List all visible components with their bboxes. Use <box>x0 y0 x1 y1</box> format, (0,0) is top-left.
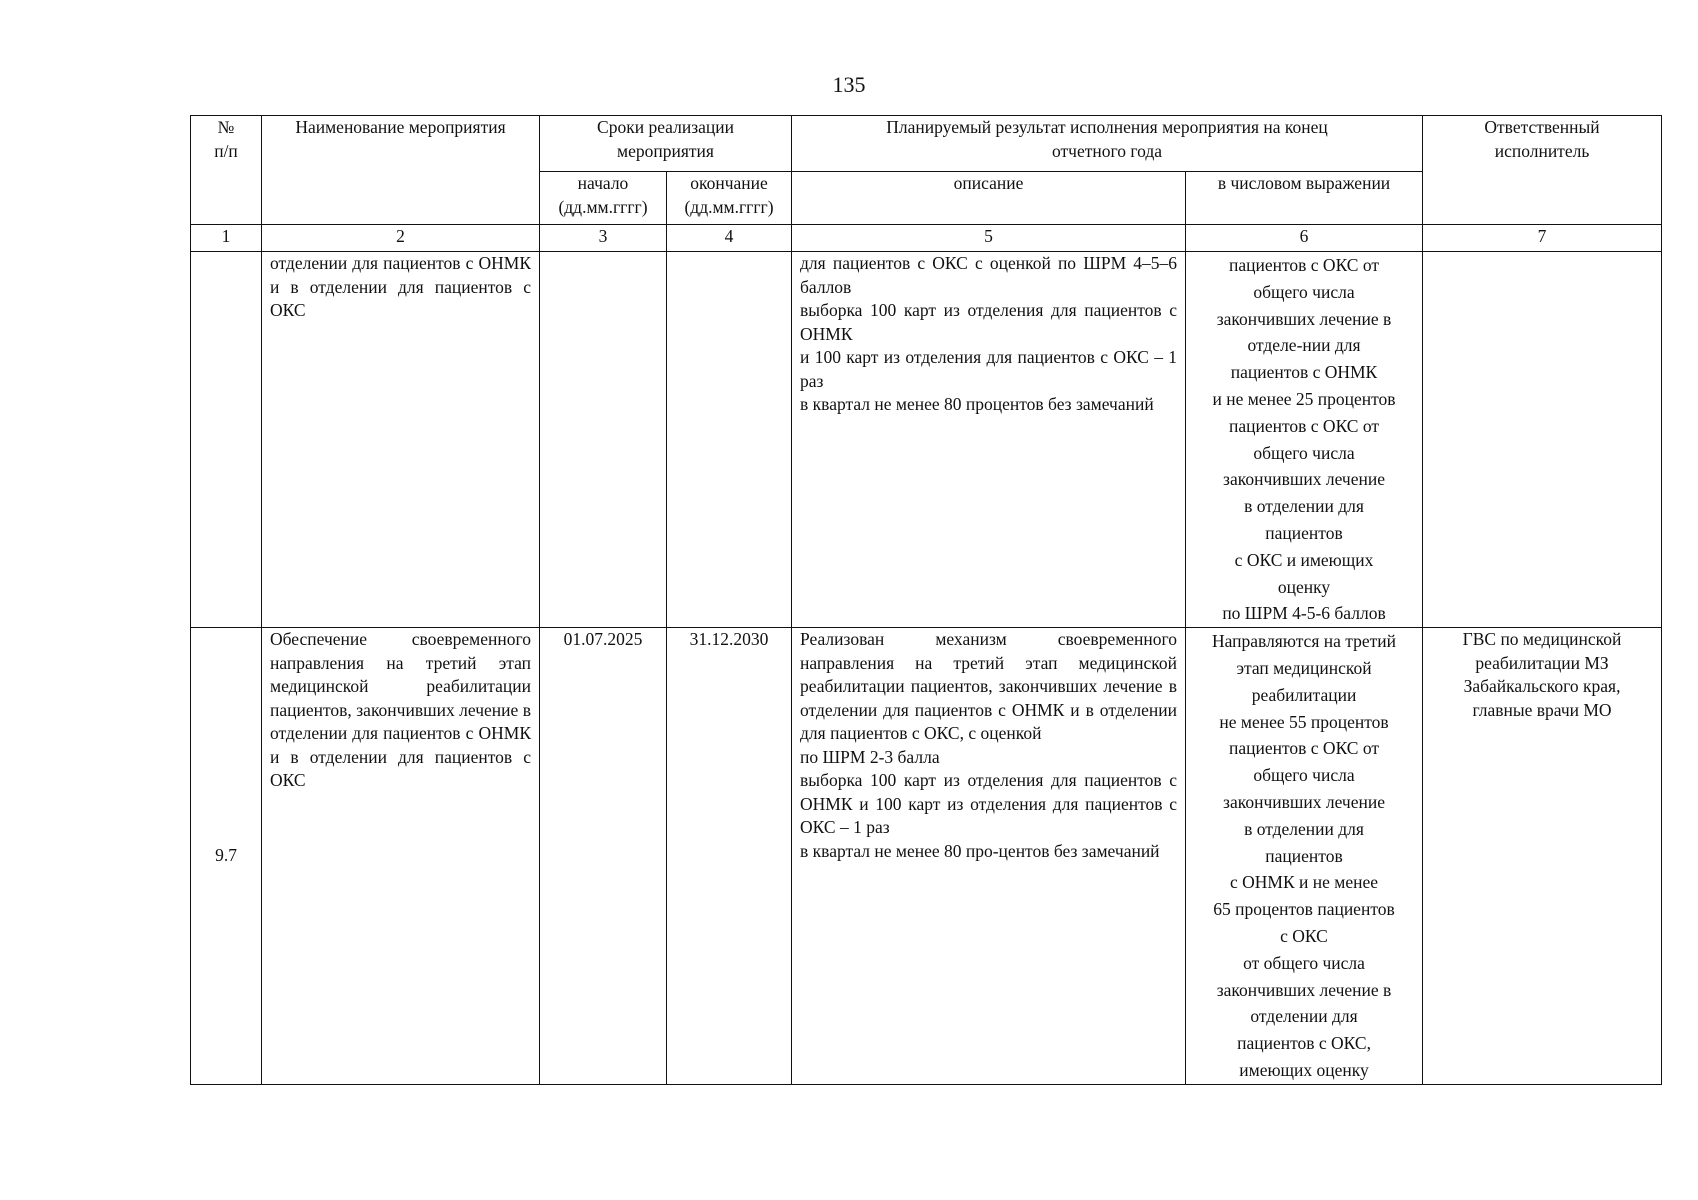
numeric-line: с ОКС и имеющих <box>1234 549 1374 570</box>
responsible-line: Забайкальского края, <box>1463 676 1621 697</box>
header-terms-line2: мероприятия <box>617 140 714 161</box>
row-description <box>792 252 1186 628</box>
header-responsible-line2: исполнитель <box>1494 140 1590 161</box>
row-numeric <box>1186 252 1423 628</box>
numeric-line: в отделении для <box>1244 818 1364 839</box>
numeric-line: общего числа <box>1253 281 1355 302</box>
column-number: 1 <box>191 225 262 252</box>
numeric-line: пациентов с ОНМК <box>1230 362 1378 383</box>
numeric-line: пациентов <box>1265 845 1343 866</box>
row-end <box>667 252 792 628</box>
header-responsible <box>1423 116 1662 225</box>
header-numeric: в числовом выражении <box>1186 172 1423 225</box>
numeric-line: с ОКС <box>1280 925 1328 946</box>
description-paragraph: и 100 карт из отделения для пациентов с ОКС – 1 раз <box>800 347 1178 391</box>
numeric-line: от общего числа <box>1243 952 1365 973</box>
numeric-line: общего числа <box>1253 765 1355 786</box>
column-number: 4 <box>667 225 792 252</box>
numeric-line: пациентов <box>1265 522 1343 543</box>
column-number: 3 <box>540 225 667 252</box>
header-num-line2: п/п <box>214 140 238 161</box>
responsible-line: ГВС по медицинской <box>1462 629 1622 650</box>
description-paragraph: выборка 100 карт из отделения для пациентов с ОНМК и 100 карт из отделения для пациентов с ОКС – 1 раз <box>800 770 1178 838</box>
numeric-line: закончивших лечение в <box>1216 979 1392 1000</box>
header-terms <box>540 116 792 172</box>
row-start <box>540 252 667 628</box>
numeric-line: отделении для <box>1250 1006 1358 1027</box>
numeric-line: не менее 55 процентов <box>1219 711 1389 732</box>
numeric-line: по ШРМ 4-5-6 баллов <box>1222 603 1386 624</box>
description-paragraph: для пациентов с ОКС с оценкой по ШРМ 4–5–6 баллов <box>800 253 1178 297</box>
row-num <box>191 252 262 628</box>
row-numeric <box>1186 628 1423 1085</box>
row-responsible <box>1423 252 1662 628</box>
numeric-line: Направляются на третий <box>1211 631 1397 652</box>
row-responsible <box>1423 628 1662 1085</box>
column-numbers-row <box>191 225 1662 252</box>
numeric-line: пациентов с ОКС, <box>1237 1033 1371 1054</box>
header-terms-line1: Сроки реализации <box>597 117 734 137</box>
header-description: описание <box>792 172 1186 225</box>
numeric-line: и не менее 25 процентов <box>1212 388 1396 409</box>
numeric-line: общего числа <box>1253 442 1355 463</box>
numeric-line: закончивших лечение <box>1223 469 1385 490</box>
column-number: 6 <box>1186 225 1423 252</box>
column-number: 5 <box>792 225 1186 252</box>
header-result-line2: отчетного года <box>1052 140 1163 161</box>
numeric-line: закончивших лечение в <box>1216 308 1392 329</box>
numeric-line: пациентов с ОКС от <box>1228 255 1380 275</box>
header-name: Наименование мероприятия <box>262 116 540 225</box>
row-name: Обеспечение своевременного направления на третий этап медицинской реабилитации пациентов, закончивших лечение в отделении для пациентов с ОНМК и в отделении для пациентов с ОКС <box>262 628 540 1085</box>
row-description <box>792 628 1186 1085</box>
responsible-line: реабилитации МЗ <box>1475 652 1609 673</box>
table-row <box>191 252 1662 628</box>
header-end-line2: (дд.мм.гггг) <box>684 196 774 217</box>
numeric-line: этап медицинской <box>1236 657 1372 678</box>
header-end-line1: окончание <box>690 173 768 193</box>
numeric-line: закончивших лечение <box>1223 791 1385 812</box>
header-num <box>191 116 262 225</box>
numeric-line: реабилитации <box>1251 684 1357 705</box>
row-end: 31.12.2030 <box>667 628 792 1085</box>
numeric-line: оценку <box>1277 576 1331 597</box>
header-start-line1: начало <box>577 173 629 193</box>
header-num-line1: № <box>217 117 235 137</box>
numeric-line: 65 процентов пациентов <box>1213 899 1395 920</box>
table-row <box>191 628 1662 1085</box>
header-responsible-line1: Ответственный <box>1484 117 1600 137</box>
numeric-line: отделе-нии для <box>1247 335 1361 356</box>
numeric-line: пациентов с ОКС от <box>1228 415 1380 436</box>
column-number: 7 <box>1423 225 1662 252</box>
page-number: 135 <box>832 72 866 97</box>
responsible-line: главные врачи МО <box>1472 699 1612 720</box>
header-start <box>540 172 667 225</box>
row-start: 01.07.2025 <box>540 628 667 1085</box>
numeric-line: пациентов с ОКС от <box>1228 738 1380 759</box>
measures-table <box>190 115 1662 1085</box>
header-end <box>667 172 792 225</box>
header-result-line1: Планируемый результат исполнения мероприятия на конец <box>886 117 1328 137</box>
row-name: отделении для пациентов с ОНМК и в отделении для пациентов с ОКС <box>262 252 540 628</box>
numeric-line: с ОНМК и не менее <box>1230 872 1379 893</box>
description-paragraph: в квартал не менее 80 процентов без замечаний <box>800 394 1154 414</box>
header-result <box>792 116 1423 172</box>
row-num: 9.7 <box>191 628 262 1085</box>
header-start-line2: (дд.мм.гггг) <box>558 196 648 217</box>
description-paragraph: Реализован механизм своевременного направления на третий этап медицинской реабилитации пациентов, закончивших лечение в отделении для пациентов с ОНМК и в отделении для пациентов с ОКС, с оценкой <box>800 629 1178 744</box>
numeric-line: в отделении для <box>1244 496 1364 517</box>
numeric-line: имеющих оценку <box>1239 1059 1369 1080</box>
description-paragraph: в квартал не менее 80 про-центов без замечаний <box>800 840 1160 861</box>
column-number: 2 <box>262 225 540 252</box>
description-paragraph: по ШРМ 2-3 балла <box>800 746 940 767</box>
description-paragraph: выборка 100 карт из отделения для пациентов с ОНМК <box>800 300 1178 344</box>
